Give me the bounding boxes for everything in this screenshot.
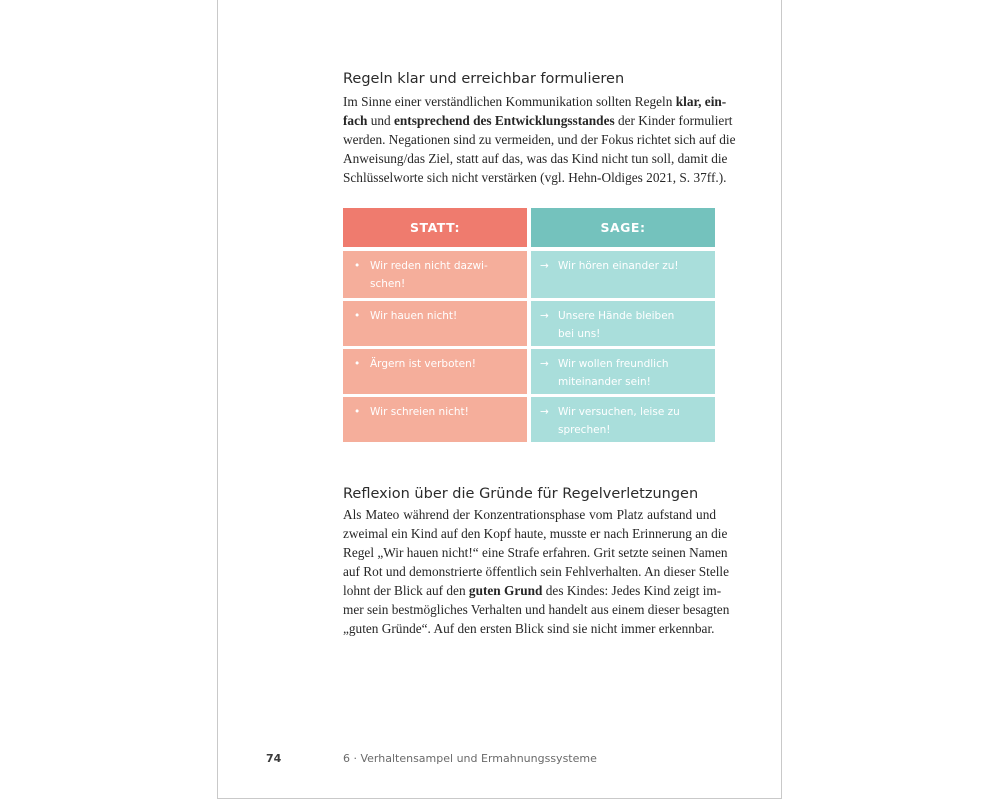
statt-cell [343, 251, 527, 298]
cell-text: Wir wollen freundlich [558, 358, 669, 370]
sage-cell [531, 301, 715, 346]
section-heading-reflection: Reflexion über die Gründe für Regelverletzungen [343, 486, 699, 502]
statt-cell [343, 301, 527, 346]
cell-text: Wir hören einander zu! [558, 260, 679, 272]
cell-text: Wir reden nicht dazwi- [370, 260, 488, 272]
text-run: der Kinder formuliert [614, 113, 733, 128]
arrow-right-icon: → [540, 406, 549, 418]
paragraph-line: „guten Gründe“. Auf den ersten Blick sind sie nicht immer erkennbar. [343, 621, 715, 636]
paragraph-line: zweimal ein Kind auf den Kopf haute, musste er nach Erinnerung an die [343, 526, 728, 541]
paragraph-line: Anweisung/das Ziel, statt auf das, was das Kind nicht tun soll, damit die [343, 151, 728, 166]
book-page [217, 0, 782, 799]
arrow-right-icon: → [540, 358, 549, 370]
text-run: lohnt der Blick auf den [343, 583, 469, 598]
paragraph-line: Als Mateo während der Konzentrationsphase vom Platz aufstand und [343, 507, 716, 522]
cell-text: bei uns! [558, 328, 601, 340]
page-number: 74 [266, 752, 282, 765]
bold-text-run: guten Grund [468, 583, 543, 598]
cell-text: Wir versuchen, leise zu [558, 406, 680, 418]
paragraph-line: Regel „Wir hauen nicht!“ eine Strafe erfahren. Grit setzte seinen Namen [343, 545, 728, 560]
sage-cell [531, 397, 715, 442]
arrow-right-icon: → [540, 260, 549, 272]
bullet-icon: • [354, 260, 361, 272]
cell-text: Wir schreien nicht! [370, 406, 469, 418]
section-heading-rules: Regeln klar und erreichbar formulieren [343, 71, 625, 87]
bullet-icon: • [354, 358, 361, 370]
paragraph-rules [343, 92, 736, 187]
bullet-icon: • [354, 406, 361, 418]
cell-text: sprechen! [558, 424, 611, 436]
bold-text-run: entsprechend des Entwicklungsstandes [393, 113, 615, 128]
running-footer-chapter: 6 · Verhaltensampel und Ermahnungssysteme [343, 752, 597, 765]
statt-cell [343, 349, 527, 394]
sage-cell [531, 349, 715, 394]
paragraph-line [343, 581, 722, 600]
cell-text: Unsere Hände bleiben [558, 310, 675, 322]
bold-text-run: fach [343, 113, 368, 128]
text-run: und [367, 113, 394, 128]
cell-text: schen! [370, 278, 406, 290]
bullet-icon: • [354, 310, 361, 322]
arrow-right-icon: → [540, 310, 549, 322]
paragraph-line: Schlüsselworte sich nicht verstärken (vgl. Hehn-Oldiges 2021, S. 37ff.). [343, 170, 727, 185]
sage-cell [531, 251, 715, 298]
cell-text: miteinander sein! [558, 376, 651, 388]
cell-text: Ärgern ist verboten! [370, 358, 476, 370]
paragraph-line: mer sein bestmögliches Verhalten und handelt aus einem dieser besagten [343, 602, 730, 617]
paragraph-line: werden. Negationen sind zu vermeiden, und der Fokus richtet sich auf die [343, 132, 736, 147]
statt-cell [343, 397, 527, 442]
paragraph-line [343, 92, 727, 111]
paragraph-line: auf Rot und demonstrierte öffentlich sein Fehlverhalten. An dieser Stelle [343, 564, 730, 579]
column-header-statt: STATT: [343, 208, 527, 247]
paragraph-reflection [343, 505, 730, 638]
text-run: Im Sinne einer verständlichen Kommunikation sollten Regeln [343, 94, 676, 109]
text-run: des Kindes: Jedes Kind zeigt im- [542, 583, 722, 598]
bold-text-run: klar, ein- [675, 94, 727, 109]
column-header-sage: SAGE: [531, 208, 715, 247]
paragraph-line [343, 111, 733, 130]
cell-text: Wir hauen nicht! [370, 310, 458, 322]
